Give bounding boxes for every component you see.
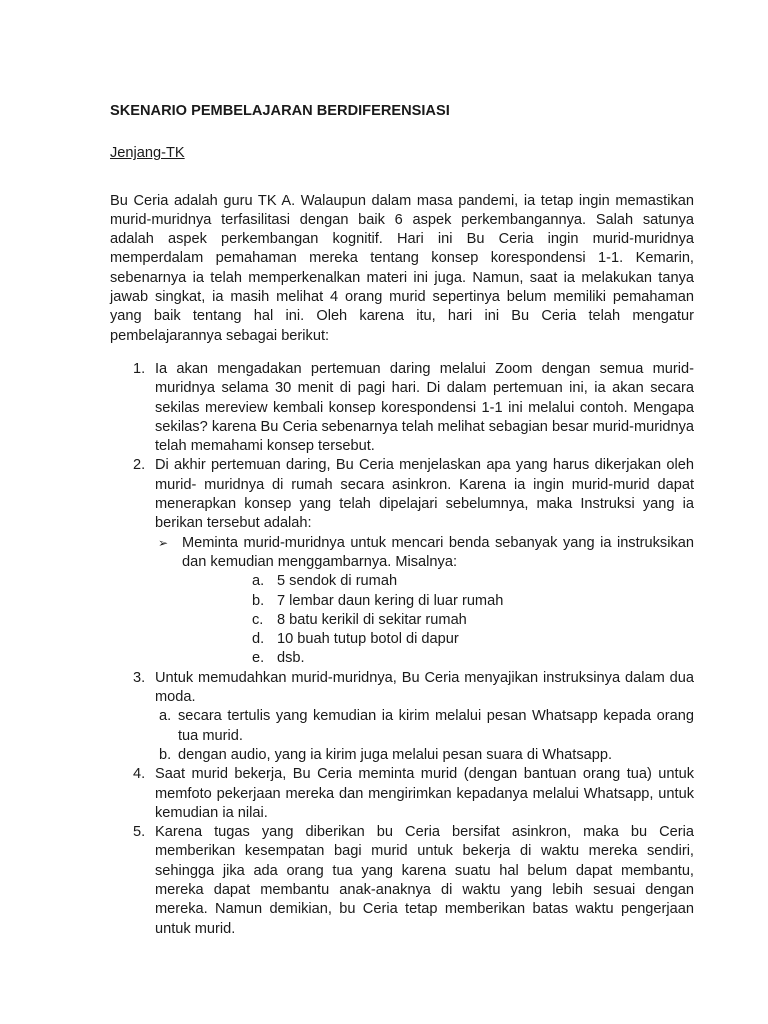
step-item-1 [110, 360, 694, 456]
mode-item [155, 707, 694, 746]
document-subtitle: Jenjang-TK [110, 145, 185, 162]
example-item [182, 572, 694, 591]
step-text: Karena tugas yang diberikan bu Ceria bersifat asinkron, maka bu Ceria memberikan kesempatan bagi murid untuk bekerja di waktu mereka sendiri, sehingga jika ada orang tua yang karena suatu hal belum dapat membantu, mereka dapat membantu anak-anaknya di waktu yang lebih sesuai dengan mereka. Namun demikian, bu Ceria tetap memberikan batas waktu pengerjaan untuk murid. [155, 824, 694, 937]
example-letter: a. [252, 573, 265, 590]
step-item-5 [110, 823, 694, 939]
step-text: Ia akan mengadakan pertemuan daring melalui Zoom dengan semua murid-muridnya selama 30 menit di pagi hari. Di dalam pertemuan ini, ia akan secara sekilas mereview kembali konsep korespondensi 1-1 ini melalui contoh. Mengapa sekilas? karena Bu Ceria sebenarnya telah melihat sebagian besar murid-muridnya telah memahami konsep tersebut. [155, 360, 694, 455]
mode-list [155, 707, 694, 765]
example-item [182, 611, 694, 630]
example-text: 7 lembar daun kering di luar rumah [277, 592, 504, 609]
example-list [182, 572, 694, 668]
arrow-bullet-icon: ➢ [158, 535, 169, 550]
step-item-3 [110, 669, 694, 765]
mode-letter: b. [159, 746, 172, 763]
example-text: 5 sendok di rumah [277, 573, 398, 590]
step-number: 5. [133, 824, 146, 841]
mode-text: secara tertulis yang kemudian ia kirim melalui pesan Whatsapp kepada orang tua murid. [178, 708, 694, 744]
step-number: 2. [133, 457, 146, 474]
mode-letter: a. [159, 708, 172, 725]
example-letter: c. [252, 611, 264, 628]
example-item [182, 630, 694, 649]
step-number: 1. [133, 360, 146, 377]
arrow-bullet-item [155, 534, 694, 669]
example-text: dsb. [277, 650, 305, 667]
step-text: Saat murid bekerja, Bu Ceria meminta murid (dengan bantuan orang tua) untuk memfoto pekerjaan mereka dan mengirimkan kepadanya melalui Whatsapp, untuk kemudian ia nilai. [155, 766, 694, 821]
document-body [110, 102, 694, 939]
arrow-bullet-text: Meminta murid-muridnya untuk mencari benda sebanyak yang ia instruksikan dan kemudian menggambarnya. Misalnya: [182, 534, 694, 570]
example-letter: e. [252, 650, 265, 667]
example-text: 10 buah tutup botol di dapur [277, 631, 459, 648]
step-text: Di akhir pertemuan daring, Bu Ceria menjelaskan apa yang harus dikerjakan oleh murid- muridnya di rumah secara asinkron. Karena ia ingin murid-murid dapat menerapkan konsep yang telah dipelajari sebelumnya, maka Instruksi yang ia berikan tersebut adalah: [155, 457, 694, 532]
document-title: SKENARIO PEMBELAJARAN BERDIFERENSIASI [110, 103, 450, 119]
intro-paragraph: Bu Ceria adalah guru TK A. Walaupun dalam masa pandemi, ia tetap ingin memastikan murid-muridnya terfasilitasi dengan baik 6 aspek perkembangannya. Salah satunya adalah aspek perkembangan kognitif. Hari ini Bu Ceria ingin murid-muridnya memperdalam pemahaman mereka tentang konsep korespondensi 1-1. Kemarin, sebenarnya ia telah memperkenalkan materi ini juga. Namun, saat ia melakukan tanya jawab singkat, ia masih melihat 4 orang murid sepertinya belum memiliki pemahaman yang baik tentang hal ini. Oleh karena itu, hari ini Bu Ceria telah mengatur pembelajarannya sebagai berikut: [110, 192, 694, 344]
example-letter: d. [252, 631, 265, 648]
example-item [182, 592, 694, 611]
step-item-4 [110, 765, 694, 823]
mode-item [155, 746, 694, 765]
example-text: 8 batu kerikil di sekitar rumah [277, 611, 467, 628]
step-text: Untuk memudahkan murid-muridnya, Bu Ceria menyajikan instruksinya dalam dua moda. [155, 669, 694, 706]
example-letter: b. [252, 592, 265, 609]
step-number: 4. [133, 766, 146, 783]
steps-list [110, 360, 694, 939]
example-item [182, 649, 694, 668]
step-number: 3. [133, 669, 146, 686]
mode-text: dengan audio, yang ia kirim juga melalui pesan suara di Whatsapp. [178, 746, 613, 763]
step-item-2 [110, 456, 694, 668]
